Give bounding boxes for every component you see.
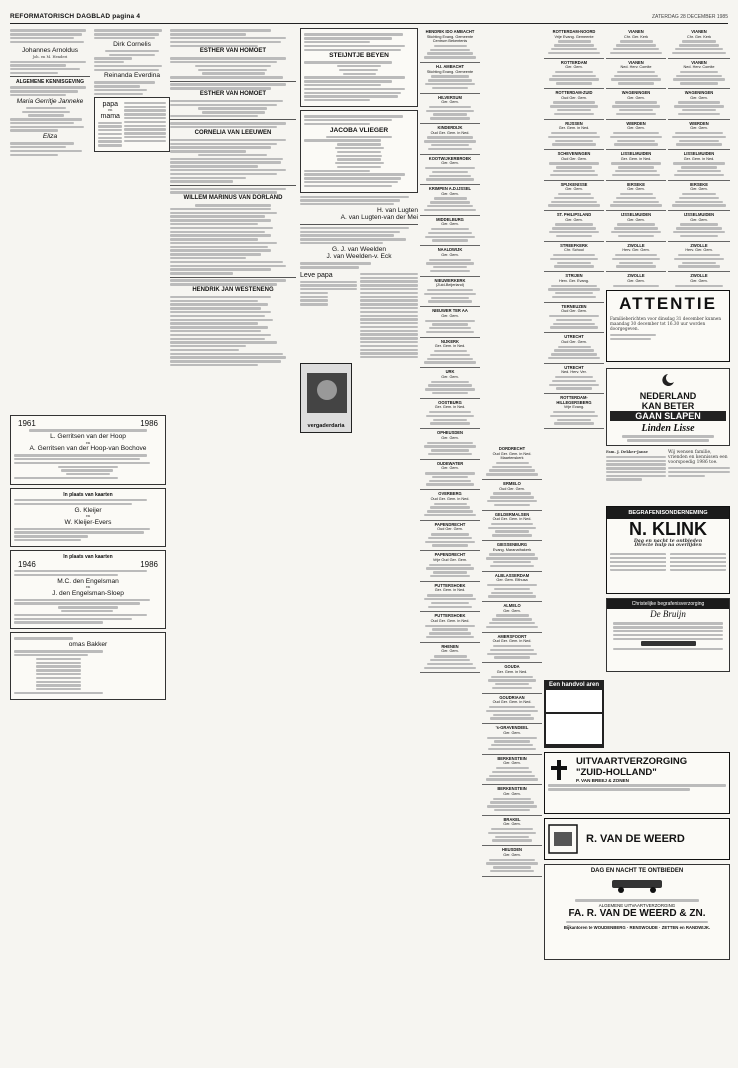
- church-service: RHENEN Ger. Gem.: [420, 643, 480, 674]
- church-service: PAPENDRECHT Vrije Oud Ger. Gem.: [420, 551, 480, 582]
- greeting-box: Fam. J. Dekker-Janse: [606, 450, 666, 500]
- greeting-box: Wij wensen familie, vrienden en kennissen een voorspoedig 1986 toe.: [668, 450, 730, 500]
- klink-title: N. KLINK: [629, 519, 707, 539]
- church-service: BRAKEL Ger. Gem.: [482, 816, 542, 847]
- church-service: PUTTERSHOEK Ger. Gem. in Ned.: [420, 582, 480, 613]
- church-service: HILVERSUM Ger. Gem.: [420, 94, 480, 125]
- church-service: STREEFKERK Chr. School: [544, 242, 604, 273]
- death-box: [300, 28, 418, 107]
- church-service: VIANEN Ned. Herv. Comite: [668, 59, 730, 90]
- church-service: WAGENINGEN Ger. Gem.: [668, 89, 730, 120]
- announce-name: Reinanda Everdina: [103, 72, 161, 80]
- church-service: HENDRIK IDO AMBACHT Stichting Evang. Gemeente Centrum Bekentenis: [420, 28, 480, 63]
- announce-name: Johannes Arnoldus: [21, 47, 79, 55]
- weerd-logo-icon: [548, 824, 578, 854]
- church-service: IERSEKE Ger. Gem.: [606, 181, 666, 212]
- anniversary-box: In plaats van kaarten 1946 1986 M.C. den Engelsman en J. den Engelsman-Sloep: [10, 550, 166, 629]
- church-service: UTRECHT Oud Ger. Gem.: [544, 333, 604, 364]
- logo-icon: [302, 368, 352, 418]
- text-block: [10, 61, 90, 75]
- church-service: ZWOLLE Herv. Ger. Gem.: [668, 242, 730, 273]
- cross-icon: [548, 758, 570, 782]
- announce-name: H. van Lugten: [376, 206, 418, 214]
- church-service: WAGENINGEN Ger. Gem.: [606, 89, 666, 120]
- announce-name: CORNELIA VAN LEEUWEN: [194, 129, 272, 136]
- klink-ad: BEGRAFENISONDERNEMING N. KLINK Dag en nacht te ontbieden Directe hulp na overlijden: [606, 506, 730, 594]
- church-service: PUTTERSHOEK Oud Ger. Gem. in Ned.: [420, 612, 480, 643]
- church-service: RIJSSEN Ger. Gem. in Ned.: [544, 120, 604, 151]
- church-service: GELDERMALSEN Oud Ger. Gem. in Ned.: [482, 511, 542, 542]
- church-service: VIANEN Chr. Ger. Kerk: [606, 28, 666, 59]
- linden-ad: NEDERLAND KAN BETER GAAN SLAPEN Linden Lisse: [606, 368, 730, 446]
- years-row: 1961 1986: [18, 419, 158, 428]
- church-service: ROTTERDAM Ger. Gem.: [544, 59, 604, 90]
- church-service: NAALDWIJK Ger. Gem.: [420, 246, 480, 277]
- attentie-title: ATTENTIE: [619, 294, 717, 313]
- church-service: BERKENSTEIN Ger. Gem.: [482, 755, 542, 786]
- column-4: [300, 28, 418, 1054]
- church-service: ROTTERDAM-NOORD Vrije Evang. Gemeente: [544, 28, 604, 59]
- church-service: OUDEWATER Ger. Gem.: [420, 460, 480, 491]
- announce-name: A. Gerritsen van der Hoop-van Bochove: [29, 445, 147, 453]
- church-service: WIERDEN Ger. Gem.: [668, 120, 730, 151]
- announce-name: ESTHER VAN HOMOET: [199, 90, 267, 97]
- church-service: PAPENDRECHT Oud Ger. Gem.: [420, 521, 480, 552]
- church-service: NIEUWERKERK (Zuid-Beijerland): [420, 277, 480, 308]
- church-service: LISSELMUIDEN Ger. Gem. in Ned.: [606, 150, 666, 181]
- church-service: KOOTWIJKERBROEK Ger. Gem.: [420, 155, 480, 186]
- text-block: [10, 86, 90, 96]
- announce-name: JACOBA VLIEGER: [329, 126, 389, 134]
- church-service: STRIJEN Herv. Ger. Evang.: [544, 272, 604, 303]
- church-col-d: [606, 28, 666, 288]
- church-service: H.I. AMBACHT Stichting Evang. Gemeente: [420, 63, 480, 94]
- church-service: OVERBERG Oud Ger. Gem. in Ned.: [420, 490, 480, 521]
- column-2: [94, 28, 170, 408]
- church-col-b: [482, 445, 542, 1054]
- announce-name: ESTHER VAN HOMOET: [199, 48, 267, 55]
- attentie-box: [606, 290, 730, 362]
- church-service: ROTTERDAM-HILLEGERSBERG Vrije Evang.: [544, 394, 604, 429]
- announce-name: W. Kleijer-Evers: [64, 518, 112, 526]
- handvol-ad: Een handvol aren: [544, 680, 604, 748]
- moon-icon: [648, 373, 688, 387]
- bruijn-ad: Christelijke begrafenisverzorging De Bruijn: [606, 598, 730, 672]
- church-col-e: [668, 28, 730, 288]
- church-service: ZWOLLE Ger. Gem.: [606, 272, 666, 288]
- church-service: OPHEUSDEN Ger. Gem.: [420, 429, 480, 460]
- church-service: TERNEUZEN Oud Ger. Gem.: [544, 303, 604, 334]
- announce-name: G. Kleijer: [74, 506, 102, 514]
- anniversary-box: In plaats van kaarten G. Kleijer en W. Kleijer-Evers: [10, 488, 166, 547]
- column-1-lower: [10, 415, 166, 1054]
- announce-name: Maria Gerritje Janneke: [16, 97, 84, 105]
- column-3: [170, 28, 296, 1054]
- church-service: MIDDELBURG Ger. Gem.: [420, 216, 480, 247]
- church-service: OOSTBURG Ger. Gem. in Ned.: [420, 399, 480, 430]
- anniversary-box: [10, 632, 166, 700]
- church-service: ZWOLLE Ger. Gem.: [668, 272, 730, 288]
- church-service: IJSSELMUIDEN Ger. Gem.: [606, 211, 666, 242]
- car-icon: [607, 874, 667, 894]
- weerd-logo-ad: R. VAN DE WEERD: [544, 818, 730, 860]
- church-service: AMERSFOORT Oud Ger. Gem. in Ned.: [482, 633, 542, 664]
- church-service: URK Ger. Gem.: [420, 368, 480, 399]
- announce-name: Eliza: [42, 133, 58, 141]
- church-service: SPIJKENISSE Ger. Gem.: [544, 181, 604, 212]
- announce-name: J. den Engelsman-Sloep: [52, 589, 124, 597]
- attentie-text: Familieberichten voor dinsdag 31 december kunnen maandag 30 december tot 16.30 uur worden doorgegeven.: [610, 316, 722, 331]
- church-service: GOUDA Ger. Gem. in Ned.: [482, 663, 542, 694]
- church-service: ZWOLLE Herv. Ger. Gem.: [606, 242, 666, 273]
- church-service: ERMELO Oud Ger. Gem.: [482, 480, 542, 511]
- church-service: IERSEKE Ger. Gem.: [668, 181, 730, 212]
- announce-name: HENDRIK JAN WESTENENG: [192, 286, 274, 293]
- text-block: [10, 107, 90, 132]
- anniversary-box: 1961 1986 L. Gerritsen van der Hoop en A. Gerritsen van der Hoop-van Bochove: [10, 415, 166, 485]
- announce-name: Leve papa: [300, 271, 333, 279]
- announce-name: J. van Weelden-v. Eck: [326, 253, 392, 261]
- church-service: BERKENSTEIN Ger. Gem.: [482, 785, 542, 816]
- church-service: VIANEN Chr. Ger. Kerk: [668, 28, 730, 59]
- announce-name: A. van Lugten-van der Mei: [340, 214, 418, 222]
- weerd-ad: DAG EN NACHT TE ONTBIEDEN ALGEMENE UITVAARTVERZORGING FA. R. VAN DE WEERD & ZN. Bijkantoren te WOUDENBERG · RENSWOUDE · ZETTEN en RANDWIJK.: [544, 864, 730, 960]
- church-service: NIJKERK Ger. Gem. in Ned.: [420, 338, 480, 369]
- text-block: [10, 142, 90, 156]
- church-service: GIESSENBURG Evang. Maranathakerk: [482, 541, 542, 572]
- church-service: GOUDRIAAN Oud Ger. Gem. in Ned.: [482, 694, 542, 725]
- church-service: ST. PHILIPSLAND Ger. Gem.: [544, 211, 604, 242]
- announce-name: L. Gerritsen van der Hoop: [50, 433, 126, 441]
- church-service: NIEUWER TER AA Ger. Gem.: [420, 307, 480, 338]
- church-service: ALMELO Ger. Gem.: [482, 602, 542, 633]
- church-service: LISSELMUIDEN Ger. Gem. in Ned.: [668, 150, 730, 181]
- church-service: IJSSELMUIDEN Ger. Gem.: [668, 211, 730, 242]
- death-box: [300, 110, 418, 193]
- church-col-a: [420, 28, 480, 1054]
- announce-name: Dirk Cornelis: [113, 40, 151, 48]
- church-service: DORDRECHT Oud Ger. Gem. in Ned. Maartenskerk: [482, 445, 542, 480]
- vergaderdaria-ad: vergaderdaria: [300, 363, 352, 433]
- announce-heading: ALGEMENE KENNISGEVING: [15, 79, 85, 86]
- announce-name: M.C. den Engelsman: [57, 577, 119, 585]
- church-service: 's-GRAVENDEEL Ger. Gem.: [482, 724, 542, 755]
- page-header: [10, 10, 728, 24]
- church-service: UTRECHT Ned. Herv. Ver.: [544, 364, 604, 395]
- church-service: KINDERDIJK Oud Ger. Gem. in Ned.: [420, 124, 480, 155]
- birth-box: papa en mama: [94, 97, 170, 152]
- announce-name: STEIJNTJE BEYEN: [329, 52, 389, 60]
- church-service: HEUSDEN Ger. Gem.: [482, 846, 542, 877]
- church-service: WIERDEN Ger. Gem.: [606, 120, 666, 151]
- paper-name: REFORMATORISCH DAGBLAD pagina 4: [10, 13, 141, 20]
- church-service: ALBLASSERDAM Ger. Gem. Elthusa: [482, 572, 542, 603]
- announce-name: WILLEM MARINUS VAN DORLAND: [183, 195, 283, 202]
- church-service: SCHEVENINGEN Oud Ger. Gem.: [544, 150, 604, 181]
- announce-name: omas Bakker: [68, 641, 108, 649]
- church-service: ROTTERDAM-ZUID Oud Ger. Gem.: [544, 89, 604, 120]
- zuidholland-ad: UITVAARTVERZORGING "ZUID-HOLLAND" P. VAN BREEJ & ZONEN: [544, 752, 730, 814]
- church-service: VIANEN Ned. Herv. Comite: [606, 59, 666, 90]
- announce-parents: Joh. en M. Henderi: [32, 54, 68, 59]
- church-service: KRIMPEN A.D.IJSSEL Ger. Gem.: [420, 185, 480, 216]
- paper-date: ZATERDAG 28 DECEMBER 1985: [651, 13, 728, 20]
- text-block: [10, 29, 90, 43]
- announce-name: G. J. van Weelden: [331, 245, 387, 253]
